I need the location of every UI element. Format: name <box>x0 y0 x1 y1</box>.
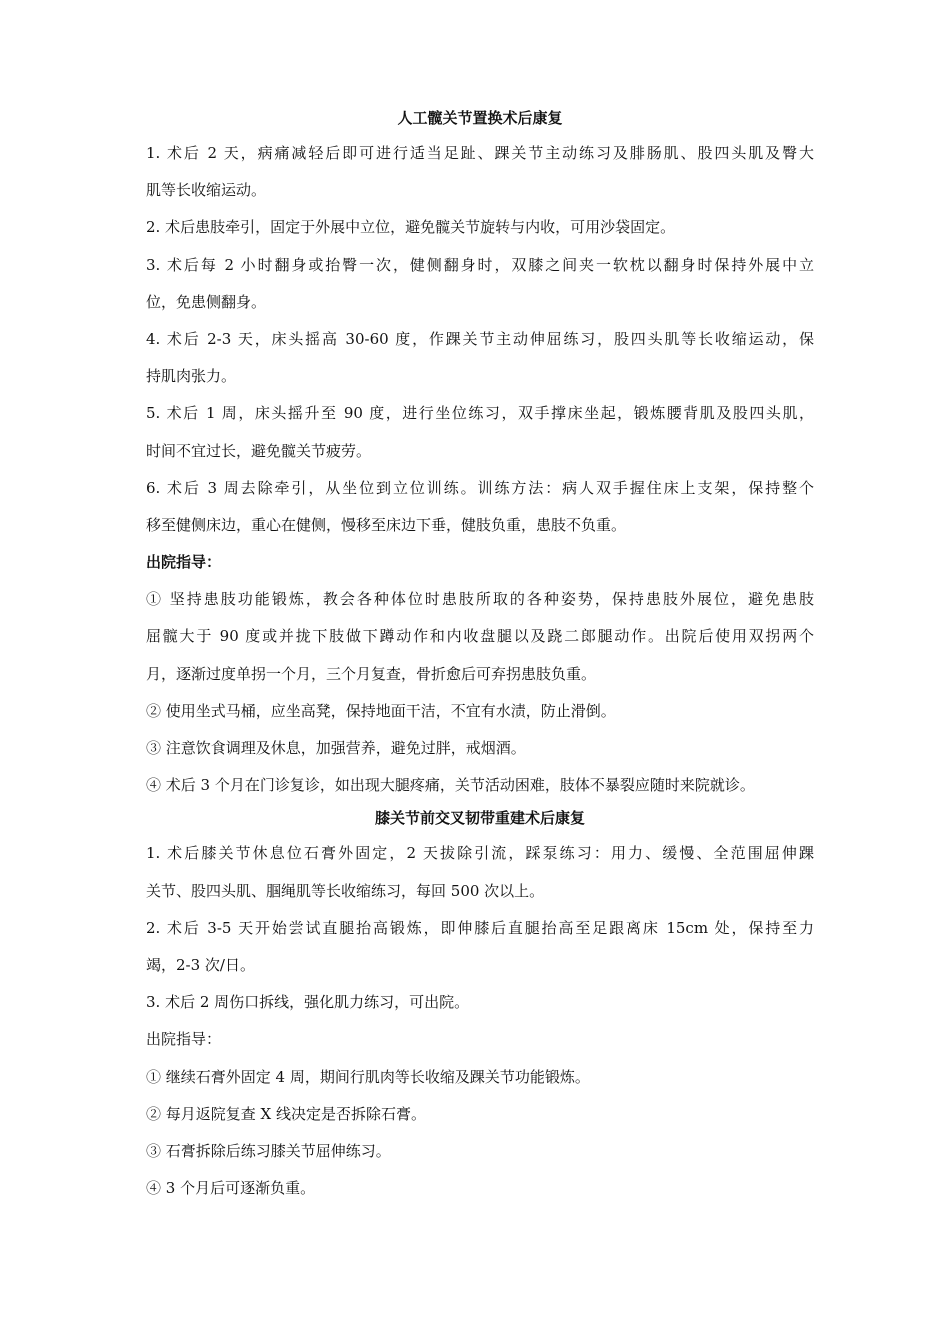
section-title-knee: 膝关节前交叉韧带重建术后康复 <box>374 809 585 828</box>
hip-discharge-1-line-1: ① 坚持患肢功能锻炼，教会各种体位时患肢所取的各种姿势，保持患肢外展位，避免患肢 <box>146 590 814 609</box>
hip-item-6-line-1: 6. 术后 3 周去除牵引，从坐位到立位训练。训练方法：病人双手握住床上支架，保持整个 <box>146 478 814 497</box>
hip-discharge-heading: 出院指导： <box>146 553 222 572</box>
hip-item-4-line-1: 4. 术后 2-3 天，床头摇高 30-60 度，作踝关节主动伸屈练习，股四头肌等长收缩运动，保 <box>146 329 814 348</box>
hip-item-1-line-2: 肌等长收缩运动。 <box>146 181 267 200</box>
hip-item-5-line-2: 时间不宜过长，避免髋关节疲劳。 <box>146 441 372 460</box>
knee-discharge-4: ④ 3 个月后可逐渐负重。 <box>146 1179 316 1198</box>
hip-item-6-line-2: 移至健侧床边，重心在健侧，慢移至床边下垂，健肢负重，患肢不负重。 <box>146 515 627 534</box>
knee-discharge-3: ③ 石膏拆除后练习膝关节屈伸练习。 <box>146 1141 391 1160</box>
knee-discharge-heading: 出院指导： <box>146 1030 222 1049</box>
document-content <box>146 104 814 1207</box>
knee-item-1-line-1: 1. 术后膝关节休息位石膏外固定，2 天拔除引流，踩泵练习：用力、缓慢、全范围屈伸踝 <box>146 844 814 863</box>
hip-discharge-4: ④ 术后 3 个月在门诊复诊，如出现大腿疼痛，关节活动困难，肢体不暴裂应随时来院就诊。 <box>146 776 755 795</box>
knee-item-2-line-1: 2. 术后 3-5 天开始尝试直腿抬高锻炼，即伸膝后直腿抬高至足跟离床 15cm 处，保持至力 <box>146 918 814 937</box>
hip-item-3-line-2: 位，免患侧翻身。 <box>146 292 267 311</box>
knee-discharge-2: ② 每月返院复查 X 线决定是否拆除石膏。 <box>146 1104 426 1123</box>
knee-item-2-line-2: 竭，2-3 次/日。 <box>146 955 255 974</box>
hip-item-4-line-2: 持肌肉张力。 <box>146 367 237 386</box>
knee-discharge-1: ① 继续石膏外固定 4 周，期间行肌肉等长收缩及踝关节功能锻炼。 <box>146 1067 590 1086</box>
hip-item-1-line-1: 1. 术后 2 天，病痛减轻后即可进行适当足趾、踝关节主动练习及腓肠肌、股四头肌及臀大 <box>146 144 814 162</box>
hip-item-2-line-1: 2. 术后患肢牵引，固定于外展中立位，避免髋关节旋转与内收，可用沙袋固定。 <box>146 218 676 237</box>
hip-discharge-2: ② 使用坐式马桶，应坐高凳，保持地面干洁，不宜有水渍，防止滑倒。 <box>146 701 616 720</box>
hip-discharge-1-line-3: 月，逐渐过度单拐一个月，三个月复查，骨折愈后可弃拐患肢负重。 <box>146 664 597 683</box>
knee-item-3: 3. 术后 2 周伤口拆线，强化肌力练习，可出院。 <box>146 993 470 1012</box>
hip-discharge-3: ③ 注意饮食调理及休息，加强营养，避免过胖，戒烟酒。 <box>146 739 526 757</box>
section-title-hip: 人工髋关节置换术后康复 <box>397 109 563 127</box>
hip-item-5-line-1: 5. 术后 1 周，床头摇升至 90 度，进行坐位练习，双手撑床坐起，锻炼腰背肌及股四头肌， <box>146 404 814 423</box>
hip-item-3-line-1: 3. 术后每 2 小时翻身或抬臀一次，健侧翻身时，双膝之间夹一软枕以翻身时保持外展中立 <box>146 255 814 274</box>
knee-item-1-line-2: 关节、股四头肌、腘绳肌等长收缩练习，每回 500 次以上。 <box>146 881 545 900</box>
hip-discharge-1-line-2: 屈髋大于 90 度或并拢下肢做下蹲动作和内收盘腿以及跷二郎腿动作。出院后使用双拐两个 <box>146 627 814 646</box>
